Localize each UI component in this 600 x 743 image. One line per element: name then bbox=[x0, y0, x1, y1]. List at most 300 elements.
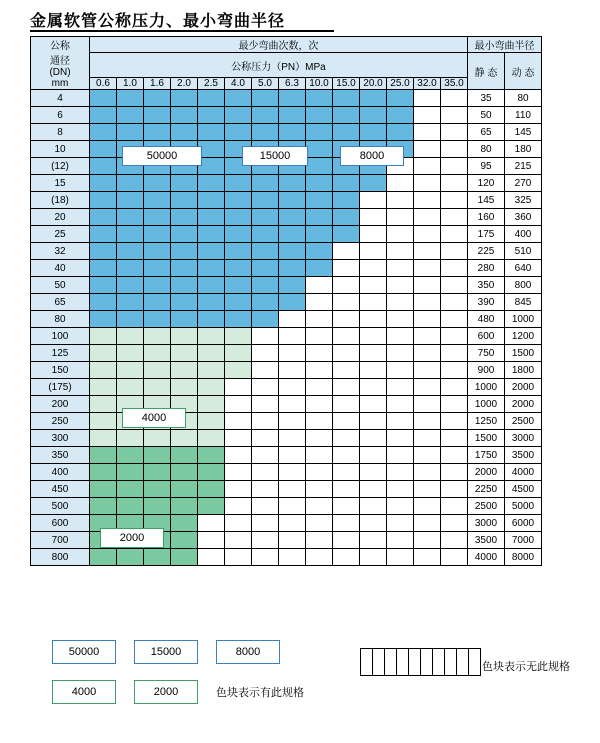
grid-cell bbox=[306, 158, 333, 175]
grid-cell bbox=[387, 362, 414, 379]
grid-cell bbox=[198, 362, 225, 379]
grid-cell bbox=[90, 345, 117, 362]
grid-cell bbox=[414, 141, 441, 158]
grid-cell bbox=[360, 362, 387, 379]
radius-title: 最小弯曲半径 bbox=[468, 37, 542, 53]
table-row bbox=[31, 90, 542, 107]
grid-cell bbox=[198, 345, 225, 362]
grid-cell bbox=[387, 90, 414, 107]
grid-cell bbox=[252, 345, 279, 362]
grid-cell bbox=[306, 175, 333, 192]
grid-cell bbox=[414, 498, 441, 515]
grid-cell bbox=[387, 464, 414, 481]
grid-cell bbox=[117, 175, 144, 192]
grid-cell bbox=[90, 362, 117, 379]
grid-cell bbox=[387, 209, 414, 226]
grid-cell bbox=[306, 413, 333, 430]
grid-cell bbox=[144, 107, 171, 124]
grid-cell bbox=[306, 396, 333, 413]
grid-cell bbox=[414, 396, 441, 413]
grid-cell bbox=[306, 90, 333, 107]
static-radius-cell: 1500 bbox=[468, 430, 505, 447]
grid-cell bbox=[252, 532, 279, 549]
grid-cell bbox=[333, 532, 360, 549]
grid-cell bbox=[225, 311, 252, 328]
grid-cell bbox=[198, 226, 225, 243]
pn-header-6: 5.0 bbox=[252, 78, 279, 90]
grid-cell bbox=[117, 192, 144, 209]
grid-cell bbox=[225, 362, 252, 379]
grid-cell bbox=[198, 277, 225, 294]
grid-cell bbox=[90, 413, 117, 430]
grid-cell bbox=[306, 311, 333, 328]
grid-cell bbox=[333, 107, 360, 124]
grid-cell bbox=[333, 379, 360, 396]
dn-cell: 150 bbox=[31, 362, 90, 379]
grid-cell bbox=[252, 549, 279, 566]
static-radius-cell: 1250 bbox=[468, 413, 505, 430]
grid-cell bbox=[279, 226, 306, 243]
grid-cell bbox=[198, 447, 225, 464]
grid-cell bbox=[144, 498, 171, 515]
grid-cell bbox=[333, 362, 360, 379]
grid-cell bbox=[198, 90, 225, 107]
grid-cell bbox=[225, 294, 252, 311]
grid-cell bbox=[144, 226, 171, 243]
static-radius-cell: 175 bbox=[468, 226, 505, 243]
dynamic-radius-cell: 110 bbox=[505, 107, 542, 124]
table-row bbox=[31, 209, 542, 226]
grid-cell bbox=[117, 379, 144, 396]
grid-cell bbox=[360, 515, 387, 532]
grid-cell bbox=[279, 243, 306, 260]
pn-title: 公称压力（PN）MPa bbox=[90, 53, 468, 78]
grid-cell bbox=[225, 447, 252, 464]
grid-cell bbox=[360, 345, 387, 362]
grid-cell bbox=[117, 549, 144, 566]
grid-cell bbox=[225, 345, 252, 362]
swatch-cell bbox=[433, 649, 445, 676]
grid-cell bbox=[279, 124, 306, 141]
grid-cell bbox=[441, 328, 468, 345]
grid-cell bbox=[441, 481, 468, 498]
grid-cell bbox=[441, 515, 468, 532]
grid-cell bbox=[198, 515, 225, 532]
grid-cell bbox=[198, 294, 225, 311]
grid-cell bbox=[441, 498, 468, 515]
grid-cell bbox=[279, 515, 306, 532]
grid-cell bbox=[198, 498, 225, 515]
dn-cell: 400 bbox=[31, 464, 90, 481]
grid-cell bbox=[198, 464, 225, 481]
grid-cell bbox=[117, 328, 144, 345]
grid-cell bbox=[225, 90, 252, 107]
grid-cell bbox=[225, 328, 252, 345]
pn-header-5: 4.0 bbox=[225, 78, 252, 90]
dn-cell: 4 bbox=[31, 90, 90, 107]
static-radius-cell: 120 bbox=[468, 175, 505, 192]
grid-cell bbox=[90, 226, 117, 243]
grid-cell bbox=[360, 413, 387, 430]
swatch-cell bbox=[445, 649, 457, 676]
grid-cell bbox=[306, 430, 333, 447]
dynamic-radius-cell: 1200 bbox=[505, 328, 542, 345]
grid-cell bbox=[441, 175, 468, 192]
grid-cell bbox=[252, 90, 279, 107]
static-radius-cell: 160 bbox=[468, 209, 505, 226]
dn-cell: 125 bbox=[31, 345, 90, 362]
grid-cell bbox=[90, 175, 117, 192]
grid-cell bbox=[144, 260, 171, 277]
dn-header-line-3: (DN) bbox=[49, 67, 71, 78]
grid-cell bbox=[387, 175, 414, 192]
page-title: 金属软管公称压力、最小弯曲半径 bbox=[30, 13, 286, 30]
grid-cell bbox=[171, 498, 198, 515]
grid-cell bbox=[306, 192, 333, 209]
grid-cell bbox=[279, 209, 306, 226]
grid-cell bbox=[414, 464, 441, 481]
grid-cell bbox=[225, 430, 252, 447]
grid-cell bbox=[414, 549, 441, 566]
grid-cell bbox=[441, 260, 468, 277]
dn-cell: 300 bbox=[31, 430, 90, 447]
grid-cell bbox=[306, 345, 333, 362]
grid-cell bbox=[225, 498, 252, 515]
grid-cell bbox=[306, 107, 333, 124]
grid-cell bbox=[171, 277, 198, 294]
grid-cell bbox=[279, 413, 306, 430]
grid-cell bbox=[225, 532, 252, 549]
grid-cell bbox=[279, 175, 306, 192]
grid-cell bbox=[333, 396, 360, 413]
grid-cell bbox=[306, 277, 333, 294]
grid-cell bbox=[252, 209, 279, 226]
grid-cell bbox=[198, 328, 225, 345]
callout-2000: 2000 bbox=[100, 528, 164, 548]
grid-cell bbox=[144, 277, 171, 294]
grid-cell bbox=[360, 107, 387, 124]
grid-cell bbox=[333, 498, 360, 515]
grid-cell bbox=[171, 90, 198, 107]
dn-cell: 250 bbox=[31, 413, 90, 430]
grid-cell bbox=[441, 413, 468, 430]
grid-cell bbox=[414, 209, 441, 226]
grid-cell bbox=[252, 311, 279, 328]
grid-cell bbox=[387, 260, 414, 277]
grid-cell bbox=[144, 124, 171, 141]
grid-cell bbox=[171, 379, 198, 396]
grid-cell bbox=[414, 345, 441, 362]
static-radius-cell: 80 bbox=[468, 141, 505, 158]
legend-box-4000: 4000 bbox=[52, 680, 116, 704]
grid-cell bbox=[90, 141, 117, 158]
grid-cell bbox=[306, 549, 333, 566]
grid-cell bbox=[144, 481, 171, 498]
dn-cell: 200 bbox=[31, 396, 90, 413]
table-row bbox=[31, 328, 542, 345]
grid-cell bbox=[225, 192, 252, 209]
grid-cell bbox=[360, 192, 387, 209]
grid-cell bbox=[252, 192, 279, 209]
pn-header-3: 2.0 bbox=[171, 78, 198, 90]
dynamic-radius-cell: 800 bbox=[505, 277, 542, 294]
grid-cell bbox=[387, 243, 414, 260]
dn-cell: 800 bbox=[31, 549, 90, 566]
static-radius-cell: 2000 bbox=[468, 464, 505, 481]
grid-cell bbox=[171, 243, 198, 260]
grid-cell bbox=[117, 294, 144, 311]
grid-cell bbox=[90, 464, 117, 481]
grid-cell bbox=[387, 107, 414, 124]
grid-cell bbox=[441, 158, 468, 175]
static-radius-cell: 35 bbox=[468, 90, 505, 107]
grid-cell bbox=[414, 90, 441, 107]
dynamic-radius-cell: 845 bbox=[505, 294, 542, 311]
grid-cell bbox=[306, 226, 333, 243]
grid-cell bbox=[198, 396, 225, 413]
grid-cell bbox=[252, 379, 279, 396]
grid-cell bbox=[306, 464, 333, 481]
grid-cell bbox=[171, 549, 198, 566]
grid-cell bbox=[90, 328, 117, 345]
grid-cell bbox=[441, 549, 468, 566]
pn-header-12: 32.0 bbox=[414, 78, 441, 90]
grid-cell bbox=[360, 430, 387, 447]
grid-cell bbox=[198, 379, 225, 396]
legend-empty-swatch bbox=[360, 648, 481, 676]
static-radius-cell: 350 bbox=[468, 277, 505, 294]
grid-cell bbox=[117, 209, 144, 226]
grid-cell bbox=[252, 464, 279, 481]
grid-cell bbox=[441, 209, 468, 226]
pn-header-13: 35.0 bbox=[441, 78, 468, 90]
grid-cell bbox=[171, 464, 198, 481]
dynamic-radius-header: 动 态 bbox=[505, 53, 542, 90]
grid-cell bbox=[360, 243, 387, 260]
table-row bbox=[31, 294, 542, 311]
table-row bbox=[31, 192, 542, 209]
grid-cell bbox=[441, 90, 468, 107]
grid-cell bbox=[252, 498, 279, 515]
grid-cell bbox=[360, 498, 387, 515]
grid-cell bbox=[441, 192, 468, 209]
table-head-row-3 bbox=[31, 78, 542, 90]
grid-cell bbox=[171, 209, 198, 226]
grid-cell bbox=[144, 294, 171, 311]
grid-cell bbox=[90, 192, 117, 209]
static-radius-cell: 750 bbox=[468, 345, 505, 362]
grid-cell bbox=[387, 481, 414, 498]
table-row bbox=[31, 447, 542, 464]
grid-cell bbox=[360, 124, 387, 141]
legend-empty-note: 色块表示无此规格 bbox=[482, 661, 570, 673]
grid-cell bbox=[171, 328, 198, 345]
grid-cell bbox=[252, 124, 279, 141]
grid-cell bbox=[171, 362, 198, 379]
grid-cell bbox=[90, 260, 117, 277]
grid-cell bbox=[171, 447, 198, 464]
dn-cell: 600 bbox=[31, 515, 90, 532]
grid-cell bbox=[414, 515, 441, 532]
grid-cell bbox=[90, 124, 117, 141]
grid-cell bbox=[225, 515, 252, 532]
grid-cell bbox=[117, 362, 144, 379]
swatch-cell bbox=[409, 649, 421, 676]
grid-cell bbox=[306, 260, 333, 277]
pn-header-4: 2.5 bbox=[198, 78, 225, 90]
grid-cell bbox=[171, 260, 198, 277]
grid-cell bbox=[279, 481, 306, 498]
legend-box-15000: 15000 bbox=[134, 640, 198, 664]
legend-box-2000: 2000 bbox=[134, 680, 198, 704]
grid-cell bbox=[225, 226, 252, 243]
swatch-cell bbox=[373, 649, 385, 676]
grid-cell bbox=[306, 124, 333, 141]
grid-cell bbox=[333, 226, 360, 243]
grid-cell bbox=[360, 175, 387, 192]
grid-cell bbox=[414, 311, 441, 328]
grid-cell bbox=[360, 464, 387, 481]
grid-cell bbox=[252, 396, 279, 413]
swatch-cell bbox=[421, 649, 433, 676]
grid-cell bbox=[90, 498, 117, 515]
callout-50000: 50000 bbox=[122, 146, 202, 166]
grid-cell bbox=[414, 447, 441, 464]
grid-cell bbox=[117, 90, 144, 107]
table-head bbox=[31, 37, 542, 90]
grid-cell bbox=[279, 192, 306, 209]
grid-cell bbox=[252, 107, 279, 124]
grid-cell bbox=[171, 107, 198, 124]
legend-box-8000: 8000 bbox=[216, 640, 280, 664]
grid-cell bbox=[90, 294, 117, 311]
grid-cell bbox=[144, 175, 171, 192]
grid-cell bbox=[279, 362, 306, 379]
grid-cell bbox=[252, 175, 279, 192]
grid-cell bbox=[333, 345, 360, 362]
grid-cell bbox=[90, 396, 117, 413]
grid-cell bbox=[360, 379, 387, 396]
grid-cell bbox=[387, 515, 414, 532]
dn-cell: 20 bbox=[31, 209, 90, 226]
grid-cell bbox=[360, 226, 387, 243]
dynamic-radius-cell: 1000 bbox=[505, 311, 542, 328]
table-row bbox=[31, 226, 542, 243]
dn-cell: 350 bbox=[31, 447, 90, 464]
pn-header-9: 15.0 bbox=[333, 78, 360, 90]
dn-cell: (12) bbox=[31, 158, 90, 175]
grid-cell bbox=[90, 158, 117, 175]
static-radius-cell: 95 bbox=[468, 158, 505, 175]
grid-cell bbox=[306, 481, 333, 498]
table-row bbox=[31, 498, 542, 515]
grid-cell bbox=[90, 243, 117, 260]
grid-cell bbox=[306, 294, 333, 311]
static-radius-cell: 390 bbox=[468, 294, 505, 311]
spec-table bbox=[30, 36, 542, 566]
dynamic-radius-cell: 4000 bbox=[505, 464, 542, 481]
grid-cell bbox=[144, 192, 171, 209]
grid-cell bbox=[441, 532, 468, 549]
grid-cell bbox=[117, 277, 144, 294]
grid-cell bbox=[441, 294, 468, 311]
grid-cell bbox=[225, 243, 252, 260]
static-radius-cell: 50 bbox=[468, 107, 505, 124]
dynamic-radius-cell: 145 bbox=[505, 124, 542, 141]
table-row bbox=[31, 124, 542, 141]
grid-cell bbox=[333, 328, 360, 345]
static-radius-cell: 225 bbox=[468, 243, 505, 260]
dynamic-radius-cell: 7000 bbox=[505, 532, 542, 549]
pn-header-8: 10.0 bbox=[306, 78, 333, 90]
pn-header-7: 6.3 bbox=[279, 78, 306, 90]
grid-cell bbox=[171, 294, 198, 311]
grid-cell bbox=[252, 277, 279, 294]
table-row bbox=[31, 107, 542, 124]
grid-cell bbox=[387, 192, 414, 209]
grid-cell bbox=[144, 379, 171, 396]
grid-cell bbox=[198, 430, 225, 447]
dynamic-radius-cell: 5000 bbox=[505, 498, 542, 515]
grid-cell bbox=[414, 158, 441, 175]
grid-cell bbox=[225, 277, 252, 294]
grid-cell bbox=[90, 107, 117, 124]
table-row bbox=[31, 430, 542, 447]
grid-cell bbox=[144, 209, 171, 226]
grid-cell bbox=[333, 430, 360, 447]
grid-cell bbox=[171, 124, 198, 141]
grid-cell bbox=[171, 430, 198, 447]
grid-cell bbox=[279, 107, 306, 124]
dynamic-radius-cell: 215 bbox=[505, 158, 542, 175]
grid-cell bbox=[144, 311, 171, 328]
grid-cell bbox=[198, 532, 225, 549]
grid-cell bbox=[441, 379, 468, 396]
dn-cell: 8 bbox=[31, 124, 90, 141]
grid-cell bbox=[333, 124, 360, 141]
grid-cell bbox=[306, 209, 333, 226]
grid-cell bbox=[171, 226, 198, 243]
table-row bbox=[31, 311, 542, 328]
grid-cell bbox=[441, 124, 468, 141]
dn-cell: (18) bbox=[31, 192, 90, 209]
grid-cell bbox=[225, 379, 252, 396]
grid-cell bbox=[225, 396, 252, 413]
grid-cell bbox=[252, 226, 279, 243]
grid-cell bbox=[279, 311, 306, 328]
legend-color-note: 色块表示有此规格 bbox=[216, 687, 304, 699]
grid-cell bbox=[117, 226, 144, 243]
table-row bbox=[31, 413, 542, 430]
grid-cell bbox=[252, 362, 279, 379]
grid-cell bbox=[252, 243, 279, 260]
grid-cell bbox=[333, 549, 360, 566]
static-radius-cell: 280 bbox=[468, 260, 505, 277]
grid-cell bbox=[90, 277, 117, 294]
grid-cell bbox=[225, 107, 252, 124]
static-radius-cell: 1750 bbox=[468, 447, 505, 464]
dynamic-radius-cell: 3500 bbox=[505, 447, 542, 464]
grid-cell bbox=[90, 481, 117, 498]
swatch-cell bbox=[469, 649, 481, 676]
grid-cell bbox=[117, 430, 144, 447]
grid-cell bbox=[441, 464, 468, 481]
grid-cell bbox=[441, 243, 468, 260]
grid-cell bbox=[144, 447, 171, 464]
table-row bbox=[31, 362, 542, 379]
grid-cell bbox=[441, 107, 468, 124]
grid-cell bbox=[387, 396, 414, 413]
